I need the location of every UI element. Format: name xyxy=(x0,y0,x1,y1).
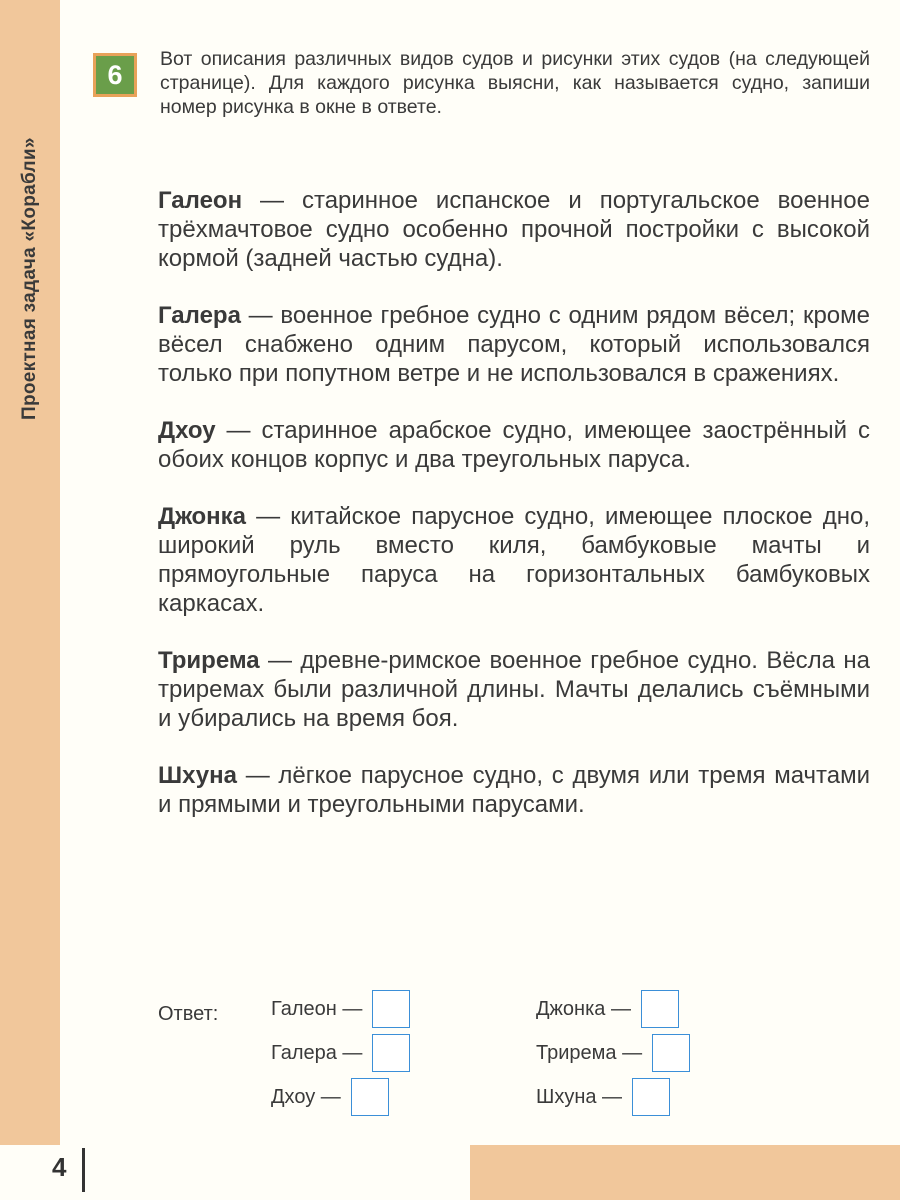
answer-item-label: Галеон — xyxy=(271,997,363,1020)
answer-row-trireme xyxy=(536,1034,690,1072)
answer-box-schooner[interactable] xyxy=(632,1078,670,1116)
definition-term: Галеон xyxy=(158,187,243,214)
task-instructions: Вот описания различных видов судов и рисунки этих судов (на следующей странице). Для каждого рисунка выясни, как называется судно, запиши номер рисунка в окне в ответе. xyxy=(160,48,870,118)
answer-row-schooner xyxy=(536,1078,670,1116)
answer-item-label: Трирема — xyxy=(536,1041,643,1064)
page-bottom xyxy=(0,1145,470,1200)
answer-item-label: Джонка — xyxy=(536,997,631,1020)
definitions-list xyxy=(158,186,870,847)
answer-box-junk[interactable] xyxy=(641,990,679,1028)
definition-term: Джонка xyxy=(158,503,247,530)
answer-row-galleon xyxy=(271,990,410,1028)
definition-term: Дхоу xyxy=(158,417,216,444)
page-number: 4 xyxy=(52,1152,67,1182)
answer-section xyxy=(158,990,870,1130)
definition-term: Галера xyxy=(158,302,241,329)
definition-galley xyxy=(158,301,870,388)
definition-galleon xyxy=(158,186,870,273)
answer-item-label: Шхуна — xyxy=(536,1085,623,1108)
page-number-divider xyxy=(82,1148,85,1192)
definition-text: — военное гребное судно с одним рядом вёсел; кроме вёсел снабжено одним парусом, который использовался только при попутном ветре и не использовался в сражениях. xyxy=(158,302,870,387)
answer-row-junk xyxy=(536,990,679,1028)
definition-junk xyxy=(158,502,870,618)
definition-schooner xyxy=(158,761,870,819)
answer-row-galley xyxy=(271,1034,410,1072)
definition-term: Шхуна xyxy=(158,762,237,789)
answer-box-galleon[interactable] xyxy=(372,990,410,1028)
definition-text: — древне-римское военное гребное судно. Вёсла на триремах были различной длины. Мачты делались съёмными и убирались на время боя. xyxy=(158,647,870,732)
answer-item-label: Галера — xyxy=(271,1041,363,1064)
answer-item-label: Дхоу — xyxy=(271,1085,341,1108)
definition-text: — старинное испанское и португальское военное трёхмачтовое судно особенно прочной постройки с высокой кормой (задней частью судна). xyxy=(158,187,870,272)
answer-row-dhow xyxy=(271,1078,389,1116)
answer-box-trireme[interactable] xyxy=(652,1034,690,1072)
definition-text: — китайское парусное судно, имеющее плоское дно, широкий руль вместо киля, бамбуковые мачты и прямоугольные паруса на горизонтальных бамбуковых каркасах. xyxy=(158,503,870,617)
sidebar xyxy=(0,0,60,1200)
answer-box-galley[interactable] xyxy=(372,1034,410,1072)
task-number-badge: 6 xyxy=(93,53,137,97)
definition-dhow xyxy=(158,416,870,474)
definition-text: — старинное арабское судно, имеющее заострённый с обоих концов корпус и два треугольных паруса. xyxy=(158,417,870,473)
answer-label: Ответ: xyxy=(158,1003,219,1025)
definition-term: Трирема xyxy=(158,647,260,674)
definition-trireme xyxy=(158,646,870,733)
sidebar-title: Проектная задача «Корабли» xyxy=(19,137,40,420)
definition-text: — лёгкое парусное судно, с двумя или тремя мачтами и прямыми и треугольными парусами. xyxy=(158,762,870,818)
answer-box-dhow[interactable] xyxy=(351,1078,389,1116)
